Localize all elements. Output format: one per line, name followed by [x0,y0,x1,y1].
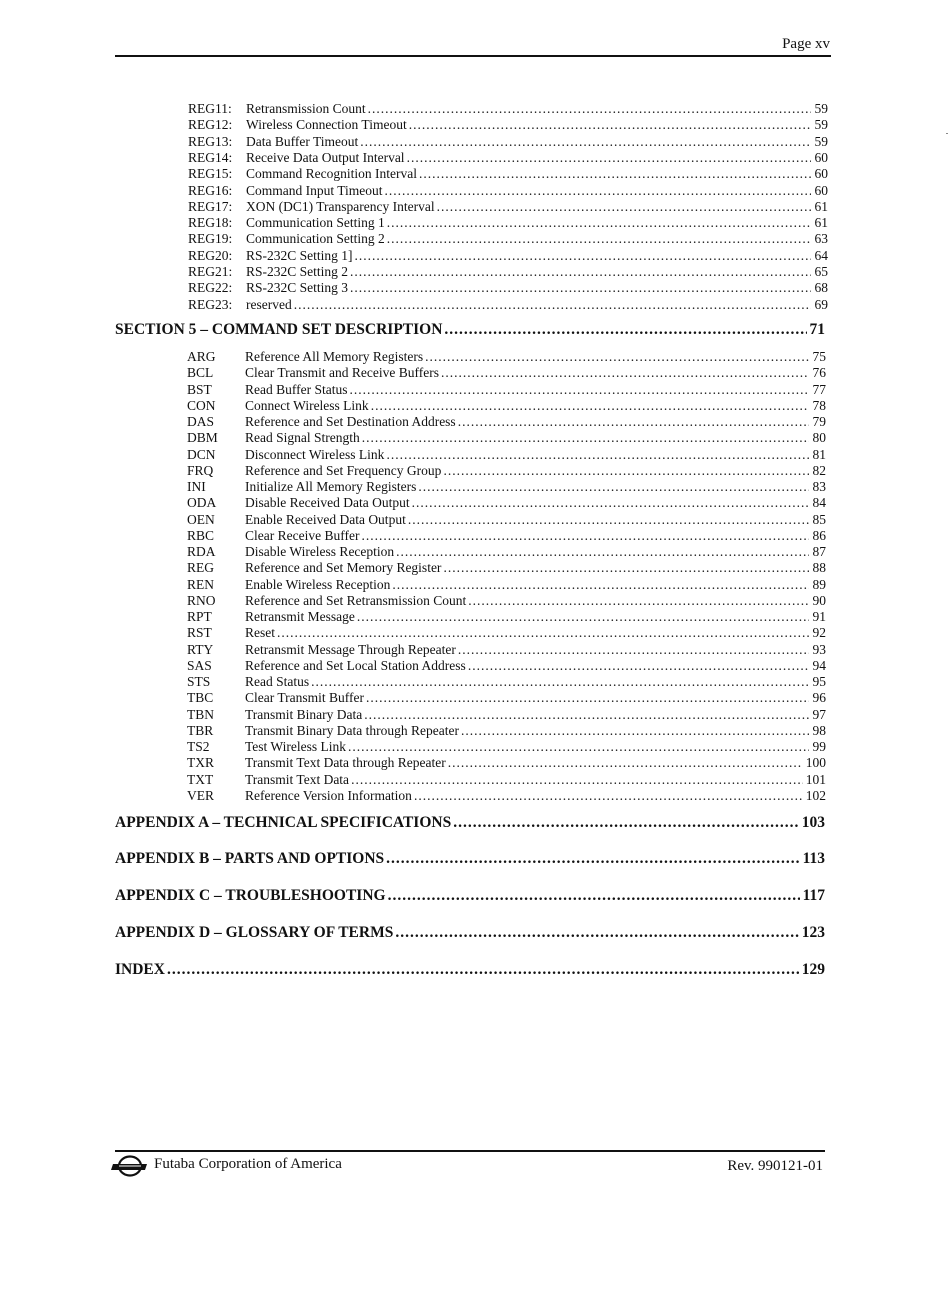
toc-entry [188,214,828,232]
entry-title: Read Status [245,674,310,689]
dot-leader [167,960,799,980]
entry-code: REG14: [188,149,233,165]
entry-title: RS-232C Setting 3 [246,280,349,296]
entry-title: Read Buffer Status [245,381,348,397]
footer-rule [115,1150,825,1152]
entry-title: Retransmit Message [245,609,355,624]
entry-page-number: 95 [812,674,826,689]
entry-title: Command Input Timeout [246,182,383,198]
dot-leader [407,149,811,167]
entry-title: Disable Received Data Output [245,495,410,511]
entry-page-number: 82 [812,462,826,478]
entry-title: Clear Transmit and Receive Buffers [245,365,439,381]
entry-code: TS2 [187,739,210,754]
entry-title: Reference and Set Retransmission Count [245,592,467,608]
toc-entry [188,263,828,281]
dot-leader [388,886,800,906]
entry-code: SAS [187,657,212,673]
entry-code: REG21: [188,264,233,279]
entry-title: Reference and Set Local Station Address [245,657,466,673]
entry-title: Enable Received Data Output [245,511,406,527]
entry-page-number: 77 [812,381,826,397]
dot-leader [409,116,811,134]
toc-entry [188,230,828,248]
entry-code: DCN [187,446,216,462]
dot-leader [385,182,811,200]
entry-page-number: 81 [812,446,826,462]
entry-title: Read Signal Strength [245,430,360,446]
entry-code: REG19: [188,231,233,247]
dot-leader [386,849,799,869]
entry-page-number: 68 [814,280,828,296]
entry-code: REG18: [188,215,233,231]
entry-title: Transmit Text Data [245,771,350,787]
entry-title: Receive Data Output Interval [246,149,405,165]
section-title: APPENDIX D – GLOSSARY OF TERMS [115,924,394,941]
entry-page-number: 63 [814,231,828,247]
entry-page-number: 90 [812,592,826,608]
entry-page-number: 93 [812,641,826,657]
section-page-number: 117 [802,887,825,904]
entry-title: Reference Version Information [245,787,412,803]
entry-title: Command Recognition Interval [246,166,417,182]
entry-page-number: 76 [812,365,826,381]
entry-page-number: 83 [812,479,826,494]
section-page-number: 113 [802,850,825,867]
entry-page-number: 60 [814,166,828,182]
section-heading [115,813,825,833]
toc-entry [187,787,826,805]
entry-title: Clear Receive Buffer [245,527,360,543]
section-page-number: 123 [801,924,825,941]
entry-code: DBM [187,430,218,446]
entry-code: REG16: [188,182,233,198]
entry-code: BCL [187,365,214,381]
entry-page-number: 65 [814,264,828,279]
entry-code: RPT [187,609,212,624]
entry-page-number: 60 [814,149,828,165]
dot-leader [453,813,799,833]
section-heading [115,923,825,943]
toc-entry [188,182,828,200]
section-title: APPENDIX A – TECHNICAL SPECIFICATIONS [115,814,452,831]
entry-title: Enable Wireless Reception [245,576,391,592]
entry-page-number: 88 [812,560,826,576]
entry-code: REG13: [188,133,233,149]
entry-title: Reference and Set Frequency Group [245,462,442,478]
entry-title: RS-232C Setting 1] [246,247,353,263]
entry-page-number: 102 [805,787,826,803]
entry-code: REG23: [188,296,233,312]
entry-title: Disconnect Wireless Link [245,446,385,462]
dot-leader [444,320,806,340]
entry-title: Clear Transmit Buffer [245,690,364,706]
entry-page-number: 69 [814,296,828,312]
entry-code: CON [187,397,216,413]
entry-code: RTY [187,641,214,657]
toc-entry [188,296,828,314]
entry-page-number: 100 [805,755,826,771]
section-title: INDEX [115,961,165,978]
toc-entry [188,133,828,151]
entry-page-number: 101 [805,771,826,787]
entry-code: REG [187,560,214,576]
entry-page-number: 78 [812,397,826,413]
entry-page-number: 84 [812,495,826,511]
entry-code: TBN [187,706,214,722]
margin-mark [946,133,948,134]
entry-code: DAS [187,414,215,429]
entry-page-number: 94 [812,657,826,673]
entry-title: Initialize All Memory Registers [245,479,417,494]
entry-title: Reference and Set Destination Address [245,414,456,429]
entry-code: TBC [187,690,214,706]
toc-entry [188,279,828,297]
section-title: APPENDIX C – TROUBLESHOOTING [115,887,386,904]
toc-entry [188,116,828,134]
entry-title: Transmit Binary Data through Repeater [245,722,459,738]
entry-code: RDA [187,544,216,559]
entry-code: REG12: [188,117,233,133]
toc-entry [188,165,828,183]
page-number: Page xv [782,36,830,52]
entry-title: Data Buffer Timeout [246,133,359,149]
dot-leader [437,198,811,216]
entry-title: Disable Wireless Reception [245,544,395,559]
entry-title: Reference All Memory Registers [245,349,424,364]
entry-code: RBC [187,527,215,543]
dot-leader [387,214,811,232]
section-heading [115,886,825,906]
revision-number: Rev. 990121-01 [727,1158,823,1174]
entry-page-number: 98 [812,722,826,738]
entry-code: FRQ [187,462,214,478]
entry-code: TXR [187,755,214,771]
entry-page-number: 59 [814,117,828,133]
dot-leader [294,296,811,314]
entry-page-number: 85 [812,511,826,527]
entry-page-number: 99 [812,739,826,754]
entry-code: VER [187,787,214,803]
entry-page-number: 80 [812,430,826,446]
entry-title: Reset [245,625,275,641]
toc-entry [188,198,828,216]
entry-code: TBR [187,722,214,738]
entry-page-number: 89 [812,576,826,592]
entry-code: REG20: [188,247,233,263]
entry-code: TXT [187,771,214,787]
entry-code: INI [187,479,206,494]
entry-code: REG11: [188,101,232,116]
entry-page-number: 59 [814,101,828,116]
entry-page-number: 91 [812,609,826,624]
entry-title: Communication Setting 1 [246,215,385,231]
entry-page-number: 60 [814,182,828,198]
entry-title: Retransmit Message Through Repeater [245,641,456,657]
entry-page-number: 75 [812,349,826,364]
dot-leader [395,923,798,943]
section-page-number: 129 [801,961,825,978]
entry-title: Communication Setting 2 [246,231,385,247]
section-title: SECTION 5 – COMMAND SET DESCRIPTION [115,321,443,338]
entry-page-number: 61 [814,198,828,214]
entry-code: REG22: [188,280,233,296]
entry-page-number: 87 [812,544,826,559]
dot-leader [360,133,811,151]
entry-title: RS-232C Setting 2 [246,264,349,279]
toc-entry [188,149,828,167]
entry-code: RNO [187,592,216,608]
entry-page-number: 61 [814,215,828,231]
section-heading [115,849,825,869]
entry-code: ODA [187,495,217,511]
entry-code: RST [187,625,212,641]
dot-leader [387,230,811,248]
toc-entry [188,100,828,118]
dot-leader [414,787,803,805]
section-page-number: 103 [801,814,825,831]
company-name: Futaba Corporation of America [154,1156,342,1172]
entry-page-number: 92 [812,625,826,641]
entry-title: Transmit Text Data through Repeater [245,755,446,771]
toc-entry [188,247,828,265]
entry-page-number: 59 [814,133,828,149]
entry-title: Transmit Binary Data [245,706,363,722]
entry-code: ARG [187,349,216,364]
section-heading [115,960,825,980]
entry-title: XON (DC1) Transparency Interval [246,198,435,214]
entry-title: Connect Wireless Link [245,397,369,413]
dot-leader [350,279,811,297]
section-page-number: 71 [809,321,825,338]
entry-title: Wireless Connection Timeout [246,117,407,133]
entry-page-number: 64 [814,247,828,263]
section-heading [115,320,825,340]
futaba-logo-icon [111,1155,149,1177]
entry-title: Test Wireless Link [245,739,346,754]
entry-code: REG17: [188,198,233,214]
entry-code: OEN [187,511,215,527]
section-title: APPENDIX B – PARTS AND OPTIONS [115,850,385,867]
dot-leader [355,247,811,265]
dot-leader [419,165,811,183]
entry-page-number: 97 [812,706,826,722]
entry-page-number: 96 [812,690,826,706]
entry-code: REG15: [188,166,233,182]
dot-leader [350,263,811,281]
entry-title: reserved [246,296,292,312]
entry-code: STS [187,674,211,689]
entry-page-number: 79 [812,414,826,429]
entry-title: Retransmission Count [246,101,366,116]
entry-code: REN [187,576,214,592]
entry-page-number: 86 [812,527,826,543]
entry-title: Reference and Set Memory Register [245,560,442,576]
entry-code: BST [187,381,212,397]
dot-leader [368,100,811,118]
header-rule [115,55,831,57]
